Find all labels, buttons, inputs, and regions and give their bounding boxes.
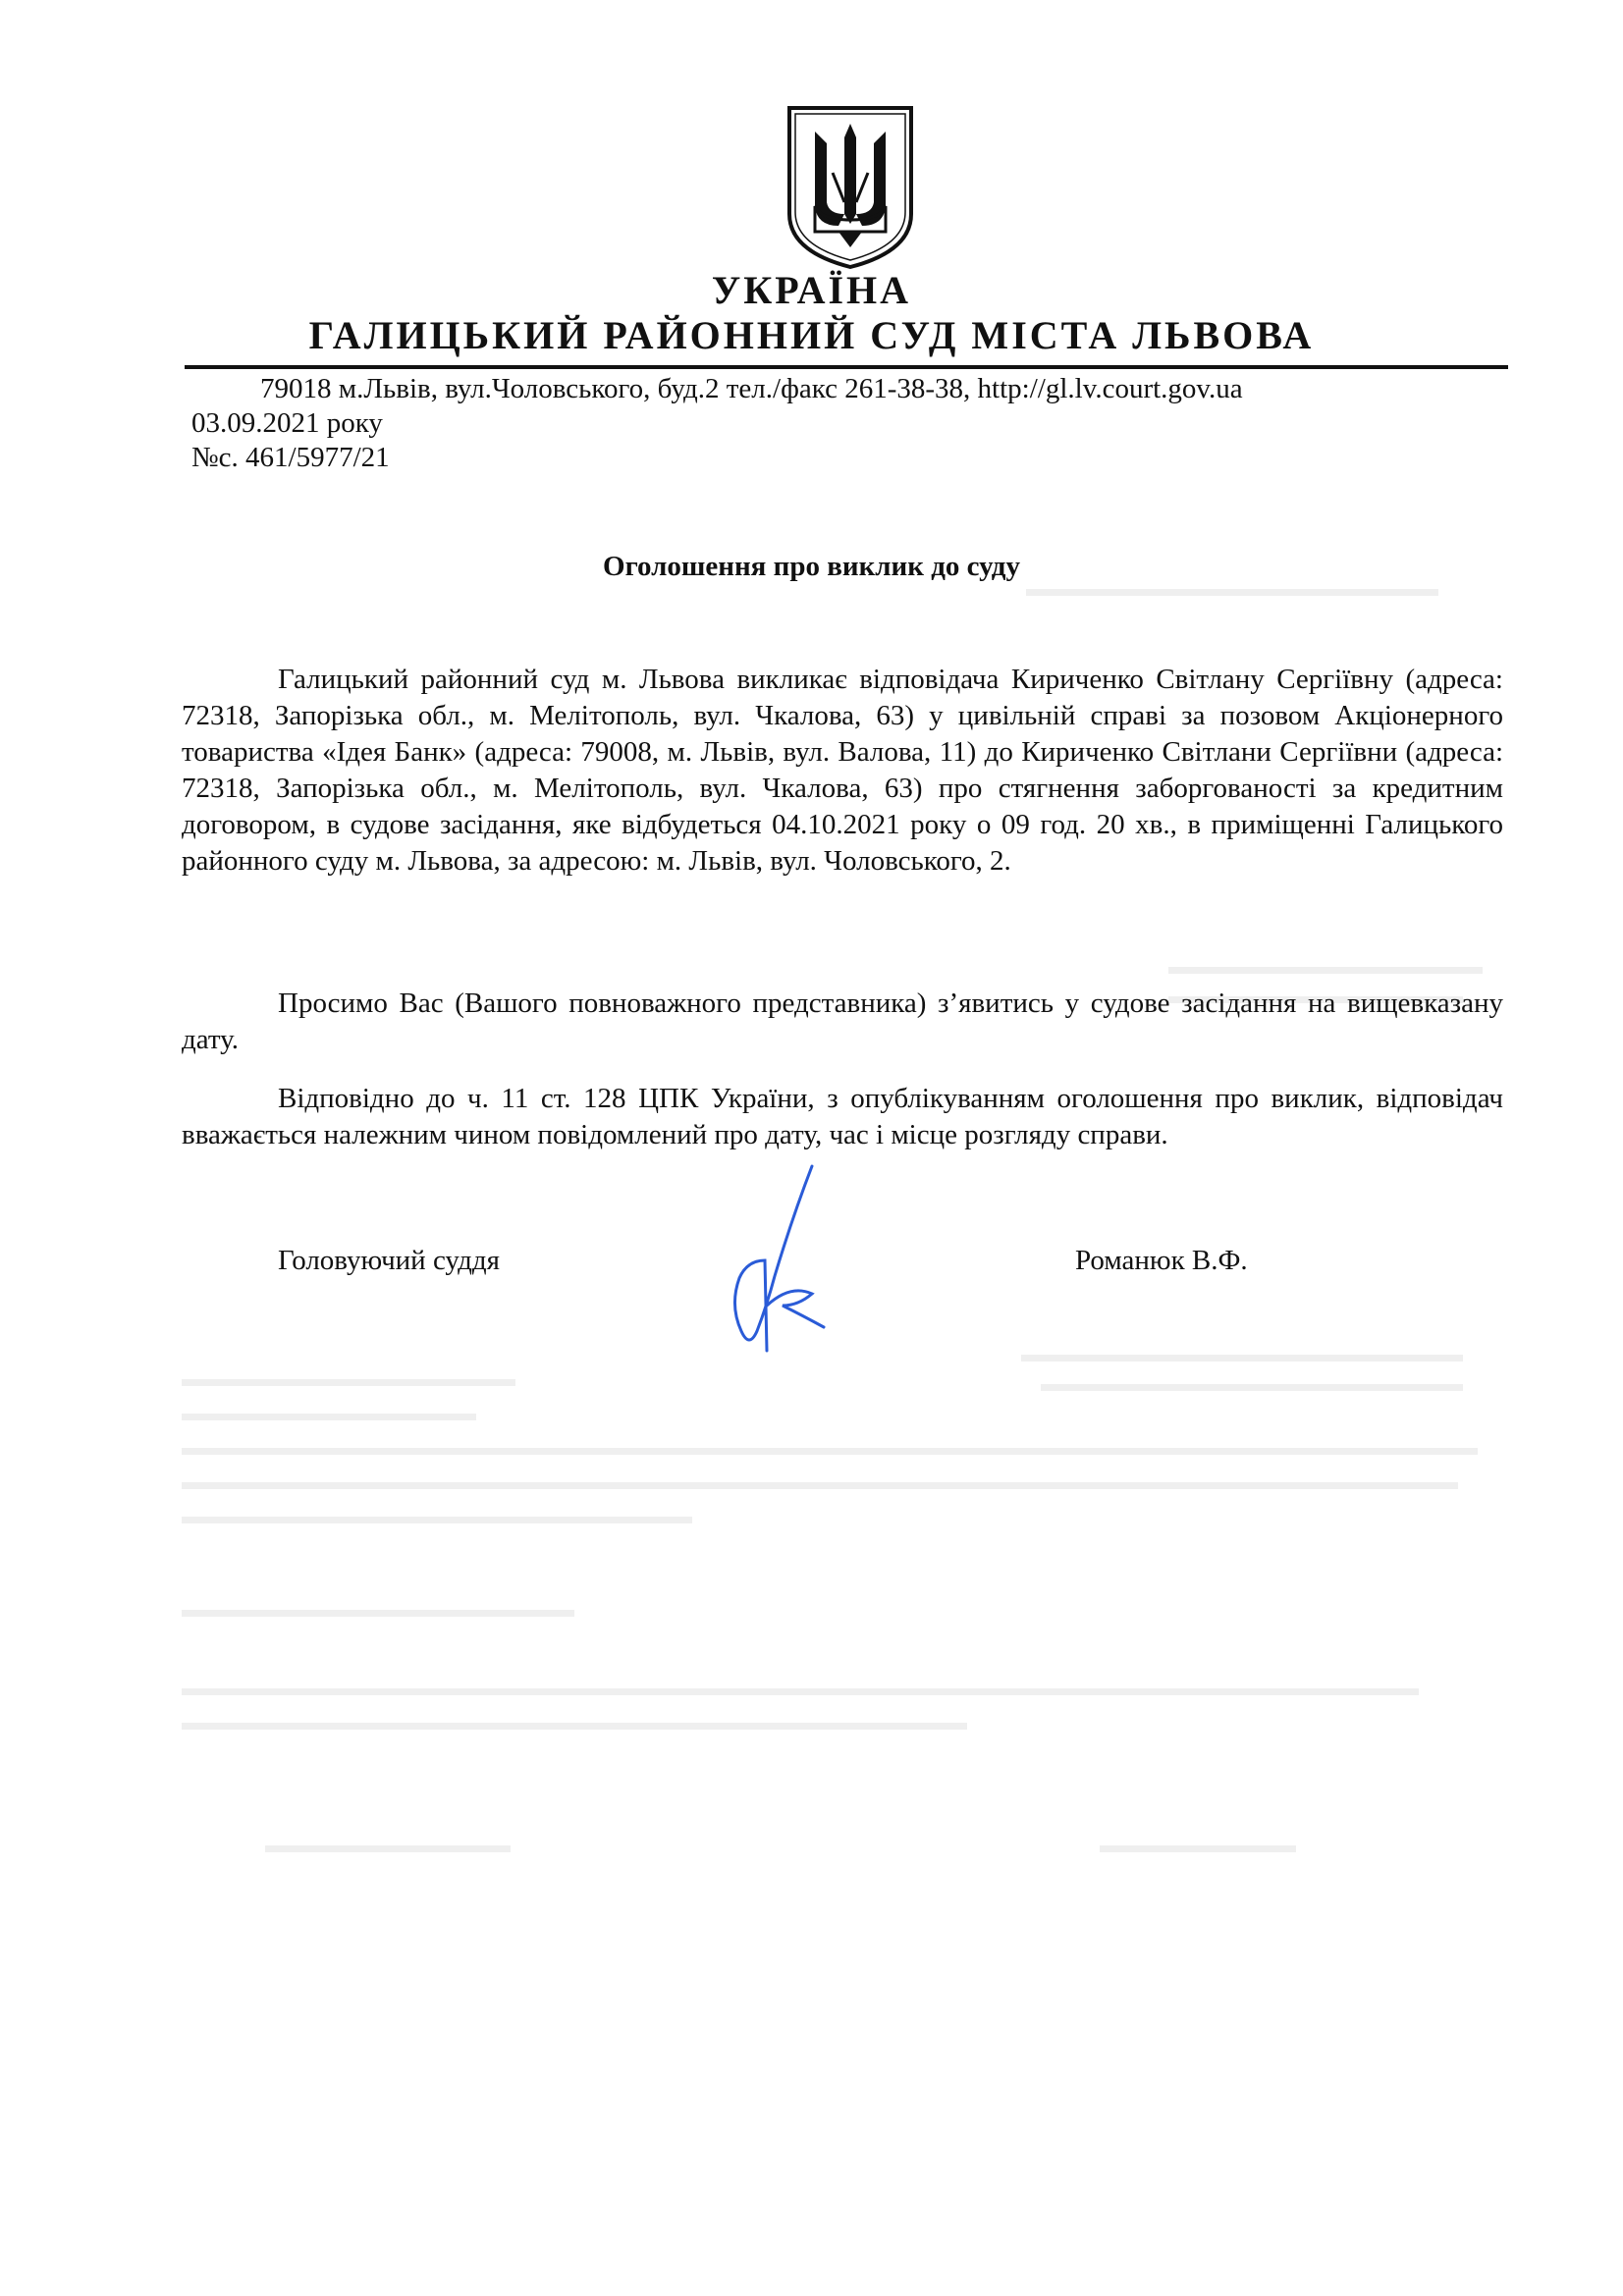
document-title: Оголошення про виклик до суду [603,551,1020,582]
scan-noise [182,1379,515,1386]
court-address: 79018 м.Львів, вул.Чоловського, буд.2 тел./факс 261-38-38, http://gl.lv.court.gov.ua [260,373,1243,404]
scan-noise [182,1448,1478,1455]
court-name: ГАЛИЦЬКИЙ РАЙОННИЙ СУД МІСТА ЛЬВОВА [308,313,1315,357]
header-divider [185,365,1508,369]
handwritten-signature-icon [702,1158,839,1355]
scan-noise [182,1414,476,1420]
paragraph-summons: Галицький районний суд м. Львова викликає відповідача Кириченко Світлану Сергіївну (адреса: 72318, Запорізька обл., м. Мелітополь, вул. Чкалова, 63) у цивільній справі за позовом Акціонерного товариства «Ідея Банк» (адреса: 79008, м. Львів, вул. Валова, 11) до Кириченко Світлани Сергіївни (адреса: 72318, Запорізька обл., м. Мелітополь, вул. Чкалова, 63) про стягнення заборгованості за кредитним договором, в судове засідання, яке відбудеться 04.10.2021 року о 09 год. 20 хв., в приміщенні Галицького районного суду м. Львова, за адресою: м. Львів, вул. Чоловського, 2. [182,664,1503,877]
scan-noise [182,1688,1419,1695]
judge-name: Романюк В.Ф. [1075,1245,1248,1276]
case-number: №с. 461/5977/21 [191,442,390,473]
scan-noise [182,1610,574,1617]
scan-noise [1041,1384,1463,1391]
judge-role: Головуючий суддя [278,1245,500,1276]
country-name: УКРАЇНА [711,268,912,312]
scan-noise [182,1517,692,1523]
paragraph-notice: Відповідно до ч. 11 ст. 128 ЦПК України, з опублікуванням оголошення про виклик, відповідач вважається належним чином повідомлений про дату, час і місце розгляду справи. [182,1083,1503,1150]
scan-noise [265,1845,511,1852]
scan-noise [1021,1355,1463,1362]
document-date: 03.09.2021 року [191,407,383,439]
scan-noise [1168,967,1483,974]
scan-noise [1026,589,1438,596]
scan-noise [1100,1845,1296,1852]
scan-noise [182,1723,967,1730]
scan-noise [182,1482,1458,1489]
coat-of-arms-icon [785,104,915,271]
paragraph-request: Просимо Вас (Вашого повноважного представника) з’явитись у судове засідання на вищевказану дату. [182,988,1503,1055]
